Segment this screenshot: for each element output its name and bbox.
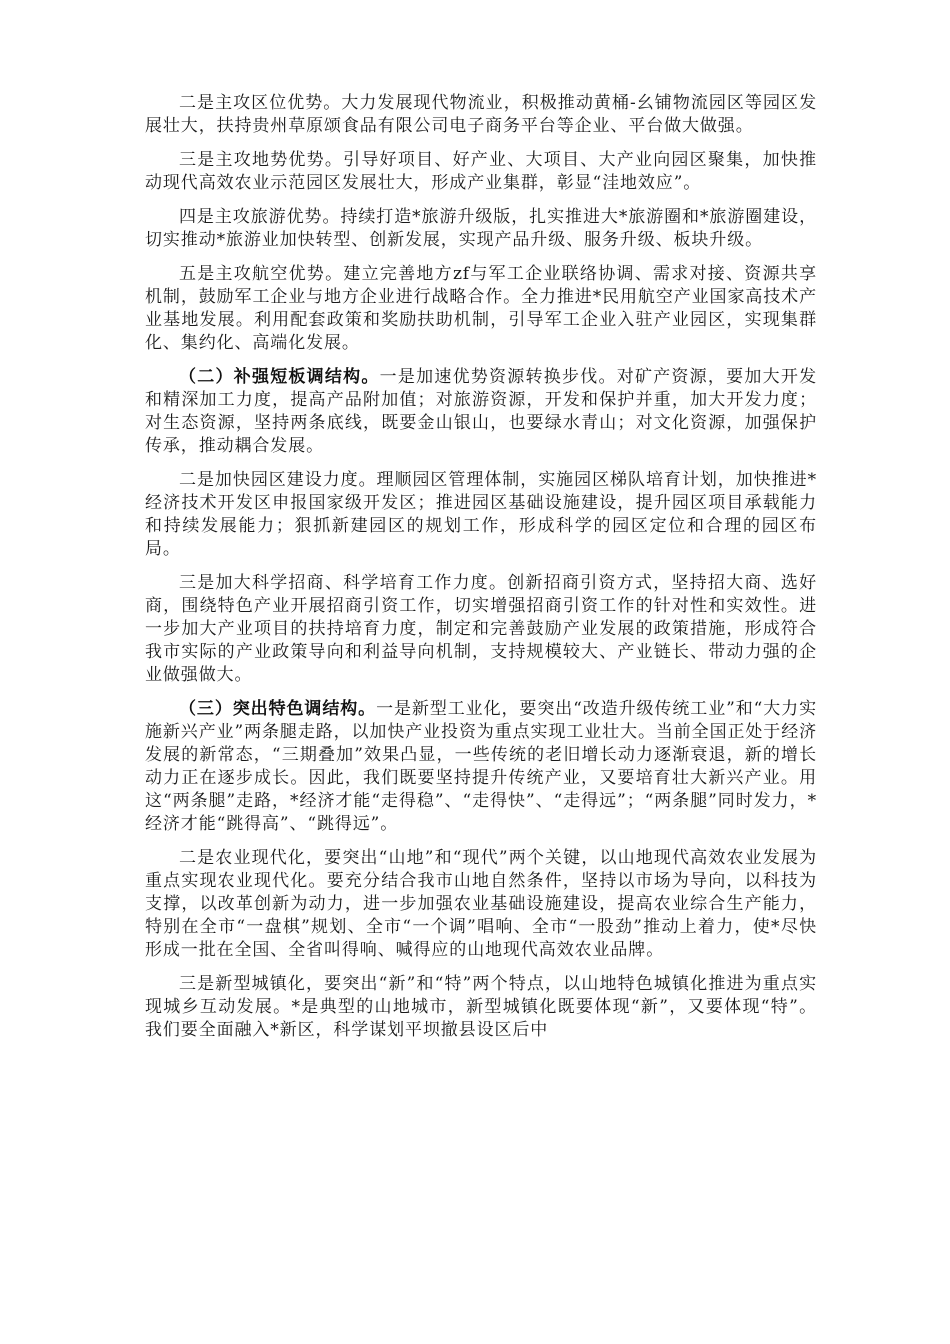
paragraph-text: 二是主攻区位优势。大力发展现代物流业，积极推动黄桶-幺铺物流园区等园区发展壮大，扶持贵州草原颂食品有限公司电子商务平台等企业、平台做大做强。 [145,93,817,136]
section-heading: （二）补强短板调结构。 [179,367,380,387]
paragraph-text: 五是主攻航空优势。建立完善地方zf与军工企业联络协调、需求对接、资源共享机制，鼓励军工企业与地方企业进行战略合作。全力推进*民用航空产业国家高技术产业基地发展。利用配套政策和奖励扶助机制，引导军工企业入驻产业园区，实现集群化、集约化、高端化发展。 [145,264,817,353]
paragraph [145,572,817,687]
paragraph-text: 一是新型工业化，要突出“改造升级传统工业”和“大力实施新兴产业”两条腿走路，以加快产业投资为重点实现工业壮大。当前全国正处于经济发展的新常态，“三期叠加”效果凸显，一些传统的老旧增长动力逐渐衰退，新的增长动力正在逐步成长。因此，我们既要坚持提升传统产业，又要培育壮大新兴产业。用这“两条腿”走路，*经济才能“走得稳”、“走得快”、“走得远”；“两条腿”同时发力，*经济才能“跳得高”、“跳得远”。 [145,699,817,834]
paragraph [145,366,817,458]
paragraph [145,263,817,355]
paragraph [145,469,817,561]
paragraph-text: 二是农业现代化，要突出“山地”和“现代”两个关键，以山地现代高效农业发展为重点实现农业现代化。要充分结合我市山地自然条件，坚持以市场为导向，以科技为支撑，以改革创新为动力，进一步加强农业基础设施建设，提高农业综合生产能力，特别在全市“一盘棋”规划、全市“一个调”唱响、全市“一股劲”推动上着力，使*尽快形成一批在全国、全省叫得响、喊得应的山地现代高效农业品牌。 [145,848,817,960]
paragraph-text: 三是加大科学招商、科学培育工作力度。创新招商引资方式，坚持招大商、选好商，围绕特色产业开展招商引资工作，切实增强招商引资工作的针对性和实效性。进一步加大产业项目的扶持培育力度，制定和完善鼓励产业发展的政策措施，形成符合我市实际的产业政策导向和利益导向机制，支持规模较大、产业链长、带动力强的企业做强做大。 [145,573,817,685]
section-heading: （三）突出特色调结构。 [179,699,377,719]
paragraph-text: 一是加速优势资源转换步伐。对矿产资源，要加大开发和精深加工力度，提高产品附加值；对旅游资源，开发和保护并重，加大开发力度；对生态资源，坚持两条底线，既要金山银山，也要绿水青山；对文化资源，加强保护传承，推动耦合发展。 [145,367,817,456]
paragraph [145,698,817,836]
paragraph-text: 三是主攻地势优势。引导好项目、好产业、大项目、大产业向园区聚集，加快推动现代高效农业示范园区发展壮大，形成产业集群，彰显“洼地效应”。 [145,150,817,193]
paragraph-text: 四是主攻旅游优势。持续打造*旅游升级版，扎实推进大*旅游圈和*旅游圈建设，切实推动*旅游业加快转型、创新发展，实现产品升级、服务升级、板块升级。 [145,207,817,250]
paragraph [145,973,817,1042]
document-body [145,92,817,1053]
paragraph-text: 二是加快园区建设力度。理顺园区管理体制，实施园区梯队培育计划，加快推进*经济技术开发区申报国家级开发区；推进园区基础设施建设，提升园区项目承载能力和持续发展能力；狠抓新建园区的规划工作，形成科学的园区定位和合理的园区布局。 [145,470,817,559]
paragraph [145,92,817,138]
paragraph [145,206,817,252]
paragraph-text: 三是新型城镇化，要突出“新”和“特”两个特点，以山地特色城镇化推进为重点实现城乡互动发展。*是典型的山地城市，新型城镇化既要体现“新”，又要体现“特”。我们要全面融入*新区，科学谋划平坝撤县设区后中 [145,974,817,1040]
paragraph [145,149,817,195]
paragraph [145,847,817,962]
